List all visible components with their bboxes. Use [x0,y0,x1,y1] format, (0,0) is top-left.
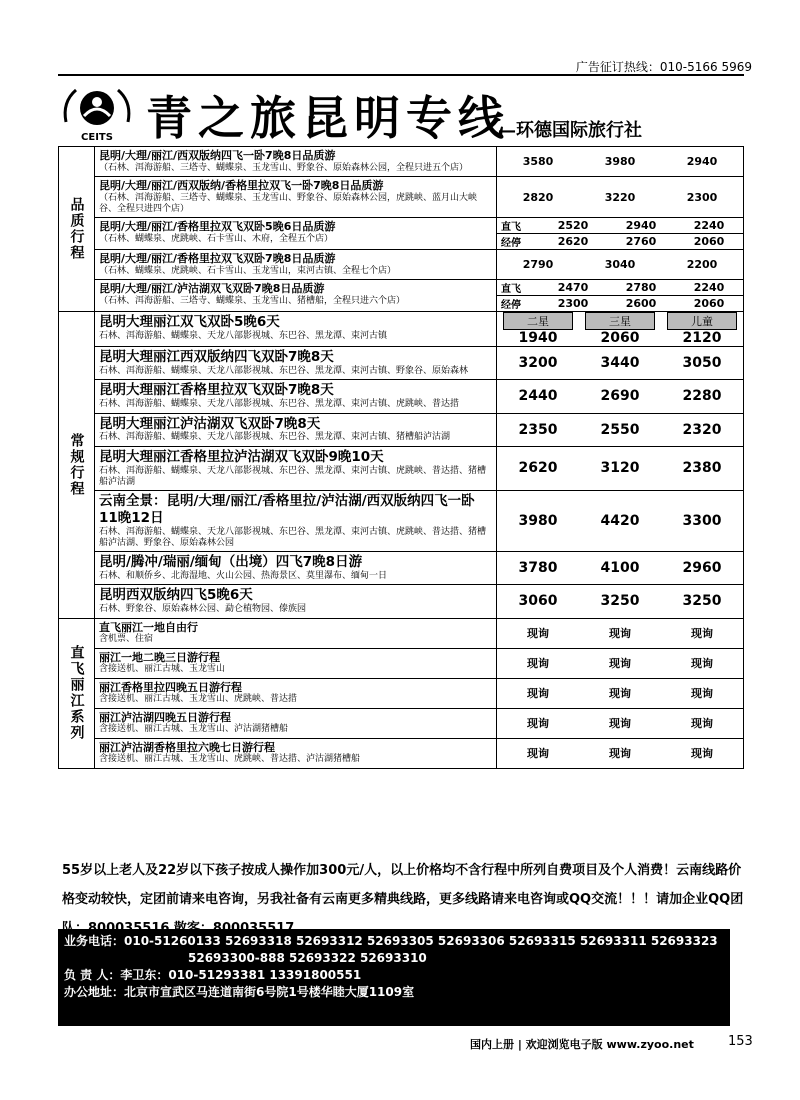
price-cell: 现询 [609,657,631,670]
route-name: 昆明大理丽江双飞双卧5晚6天 [99,314,280,331]
route-name: 昆明西双版纳四飞5晚6天 [99,587,253,604]
route-prices [497,585,743,617]
price-row [497,739,743,768]
price-cell: 现询 [691,627,713,640]
route-name: 昆明大理丽江泸沽湖双飞双卧7晚8天 [99,415,321,432]
route-description [95,414,497,446]
price-row [497,552,743,584]
price-cell: 3980 [604,155,636,168]
route-details: （石林、洱海游船、三塔寺、蝴蝶泉、玉龙雪山、野象谷、原始森林公园，虎跳峡、蓝月山大峡谷、全程只进四个店） [99,192,478,214]
route-name: 昆明大理丽江香格里拉泸沽湖双飞双卧9晚10天 [99,448,384,465]
route-name: 云南全景：昆明/大理/丽江/香格里拉/泸沽湖/西双版纳四飞一卧11晚12日 [99,493,475,526]
route-row [95,585,743,617]
price-cell: 2820 [522,190,554,204]
price-row [497,280,743,295]
price-cell: 2960 [682,560,722,577]
price-cell: 3250 [682,593,722,610]
route-details: 石林、洱海游船、蝴蝶泉、天龙八部影视城、东巴谷、黑龙潭、束河古镇、虎跳峡、普达措 [99,399,460,410]
price-cell: 2760 [625,235,657,249]
business-phone: 业务电话：010-51260133 52693318 52693312 52693305 52693306 52693315 52693311 52693323 [64,934,718,948]
route-row [95,679,743,709]
price-row [497,147,743,176]
column-header: 二星 [503,312,573,330]
price-cell: 4420 [600,513,640,530]
price-row [497,679,743,708]
route-row [95,649,743,679]
price-cell: 2120 [682,330,722,347]
route-row [95,619,743,649]
route-row [95,447,743,491]
route-description [95,280,497,311]
section-label-text: 直飞丽江系列 [68,645,85,741]
route-description [95,619,497,648]
section-body [95,619,743,768]
route-prices [497,447,743,490]
price-cell: 3050 [682,355,722,372]
price-cell: 3250 [600,593,640,610]
route-name: 丽江泸沽湖四晚五日游行程 [99,710,231,724]
route-row [95,280,743,311]
route-prices [497,739,743,768]
price-cell: 现询 [527,687,549,700]
route-row [95,380,743,413]
route-prices [497,679,743,708]
contact-box [58,929,730,1026]
column-header: 三星 [585,312,655,330]
page-subtitle: —环德国际旅行社 [498,120,642,141]
price-cell: 2350 [518,421,558,438]
route-prices [497,552,743,584]
route-description [95,312,497,346]
route-row [95,414,743,447]
price-row [497,295,743,311]
price-cell: 2380 [682,460,722,477]
route-name: 直飞丽江一地自由行 [99,620,198,634]
route-description [95,380,497,412]
price-cell: 现询 [527,747,549,760]
route-prices [497,414,743,446]
route-description [95,491,497,551]
route-prices [497,709,743,738]
price-row [497,380,743,412]
price-row [497,585,743,617]
route-name: 昆明/大理/丽江/西双版纳四飞一卧7晚8日品质游 [99,149,336,162]
route-description [95,709,497,738]
route-description [95,679,497,708]
flight-type: 经停 [501,300,521,312]
price-cell: 2440 [518,388,558,405]
price-cell: 2620 [557,235,589,249]
route-details: （石林、蝴蝶泉、虎跳峡、石卡雪山、木府，全程五个店） [99,234,334,244]
route-name: 昆明大理丽江香格里拉双飞双卧7晚8天 [99,382,334,399]
price-cell: 2940 [686,155,718,168]
route-details: 石林、洱海游船、蝴蝶泉、天龙八部影视城、东巴谷、黑龙潭、束河古镇、虎跳峡、普达措、猪槽船泸沽湖 [99,465,487,487]
price-cell: 2060 [600,330,640,347]
section-1 [59,312,743,618]
footer-text: 国内上册 | 欢迎浏览电子版 www.zyoo.net [470,1038,694,1051]
price-cell: 2060 [693,297,725,311]
route-details: 石林、野象谷、原始森林公园、勐仑植物园、傣族园 [99,604,307,615]
section-label-text: 品质行程 [68,197,85,262]
price-cell: 2520 [557,219,589,233]
route-price-table [58,146,744,769]
price-cell: 现询 [527,657,549,670]
route-row [95,739,743,768]
flight-type: 经停 [501,238,521,250]
price-cell: 2060 [693,235,725,249]
route-description [95,585,497,617]
logo-text: CEITS [81,132,113,143]
price-cell: 2550 [600,421,640,438]
route-description [95,447,497,490]
route-name: 昆明/大理/丽江/西双版纳/香格里拉双飞一卧7晚8日品质游 [99,179,384,192]
route-prices [497,218,743,249]
price-cell: 3580 [522,155,554,168]
price-cell: 现询 [609,687,631,700]
price-cell: 3220 [604,190,636,204]
price-cell: 2690 [600,388,640,405]
price-note: 55岁以上老人及22岁以下孩子按成人操作加300元/人，以上价格均不含行程中所列自费项目及个人消费！云南线路价格变动较快，定团前请来电咨询，另我社备有云南更多精典线路，更多线路请来电咨询或QQ交流！！！请加企业QQ团 [62,863,744,907]
price-cell: 3120 [600,460,640,477]
price-cell: 现询 [527,627,549,640]
route-name: 丽江一地二晚三日游行程 [99,650,220,664]
price-row [497,330,743,346]
price-cell: 2940 [625,219,657,233]
price-cell: 2790 [522,258,554,272]
header-cells [497,312,743,330]
price-cell: 4100 [600,560,640,577]
route-name: 昆明/大理/丽江/泸沽湖双飞双卧7晚8日品质游 [99,282,325,296]
price-cell: 2240 [693,281,725,295]
price-cell: 2780 [625,281,657,295]
page-title: 青之旅昆明专线 [146,91,510,145]
ceits-logo-icon [58,82,136,144]
price-row [497,709,743,738]
price-cell: 2320 [682,421,722,438]
section-2 [59,619,743,768]
section-label [59,312,95,617]
route-prices [497,177,743,217]
price-cell: 3040 [604,258,636,272]
route-description [95,250,497,279]
price-cell: 3440 [600,355,640,372]
flight-type: 直飞 [501,284,521,296]
price-cell: 3780 [518,560,558,577]
route-name: 昆明/大理/丽江/香格里拉双飞双卧7晚8日品质游 [99,252,336,266]
route-details: （石林、洱海游船、三塔寺、蝴蝶泉、玉龙雪山、猪槽船，全程只进六个店） [99,296,406,306]
route-prices [497,347,743,379]
price-cell: 3060 [518,593,558,610]
price-row [497,233,743,249]
price-cell: 2300 [686,190,718,204]
route-description [95,347,497,379]
route-name: 昆明大理丽江西双版纳四飞双卧7晚8天 [99,349,334,366]
route-row [95,709,743,739]
price-row [497,177,743,217]
price-cell: 现询 [691,657,713,670]
route-prices [497,330,743,346]
route-details: 含接送机、丽江古城、玉龙雪山、虎跳峡、普达措 [99,694,298,705]
route-name: 昆明/大理/丽江/香格里拉双飞双卧5晚6日品质游 [99,220,336,234]
route-description [95,649,497,678]
route-prices [497,491,743,551]
price-cell: 2470 [557,281,589,295]
price-cell: 现询 [609,747,631,760]
price-row [497,619,743,648]
price-cell: 现询 [691,747,713,760]
header-price-row [497,312,743,330]
route-details: 含接送机、丽江古城、玉龙雪山、泸沽湖猪槽船 [99,724,289,735]
price-cell: 3300 [682,513,722,530]
price-cell: 2600 [625,297,657,311]
route-details: 含接送机、丽江古城、玉龙雪山、虎跳峡、普达措、泸沽湖猪槽船 [99,754,361,765]
office-address: 办公地址：北京市宣武区马连道南街6号院1号楼华睦大厦1109室 [64,985,415,999]
route-prices [497,649,743,678]
route-row [95,177,743,218]
route-prices [497,147,743,176]
route-details: （石林、洱海游船、三塔寺、蝴蝶泉、玉龙雪山、野象谷、原始森林公园，全程只进五个店） [99,162,469,173]
price-row [497,491,743,551]
column-header: 儿童 [667,312,737,330]
section-body [95,147,743,311]
page-header [58,74,744,146]
price-row [497,414,743,446]
flight-type: 直飞 [501,222,521,234]
section-label [59,619,95,768]
price-cell: 2200 [686,258,718,272]
price-row [497,649,743,678]
section-label-text: 常规行程 [68,432,85,497]
ad-hotline: 广告征订热线：010-5166 5969 [575,60,752,74]
price-cell: 现询 [527,717,549,730]
route-details: 含机票、住宿 [99,634,154,645]
section-body [95,312,743,617]
route-description [95,177,497,217]
price-row [497,218,743,233]
price-cell: 现询 [691,687,713,700]
route-details: 石林、和顺侨乡、北海湿地、火山公园、热海景区、莫里瀑布、缅甸一日 [99,571,388,582]
route-description [95,218,497,249]
route-row [95,347,743,380]
route-name: 昆明/腾冲/瑞丽/缅甸（出境）四飞7晚8日游 [99,554,363,571]
route-prices [497,380,743,412]
route-row [95,218,743,250]
price-row [497,447,743,490]
price-cell: 现询 [609,717,631,730]
price-cell: 3200 [518,355,558,372]
price-cell: 1940 [518,330,558,347]
price-cell: 2240 [693,219,725,233]
route-prices [497,280,743,311]
price-row [497,250,743,279]
route-row [95,147,743,177]
price-cell: 现询 [691,717,713,730]
manager-contact: 负 责 人：李卫东：010-51293381 13391800551 [64,968,362,982]
route-row [95,250,743,280]
route-prices [497,619,743,648]
route-row [95,491,743,552]
page-number: 153 [728,1034,753,1049]
route-details: 石林、洱海游船、蝴蝶泉、天龙八部影视城、东巴谷、黑龙潭、束河古镇、虎跳峡、普达措、猪槽船泸沽湖、野象谷、原始森林公园 [99,526,487,548]
route-details: 石林、洱海游船、蝴蝶泉、天龙八部影视城、东巴谷、黑龙潭、束河古镇、野象谷、原始森林 [99,366,469,377]
price-row [497,347,743,379]
route-prices [497,250,743,279]
route-description [95,739,497,768]
route-name: 丽江泸沽湖香格里拉六晚七日游行程 [99,740,275,754]
route-name: 丽江香格里拉四晚五日游行程 [99,680,242,694]
price-cell: 2620 [518,460,558,477]
price-cell: 2300 [557,297,589,311]
route-description [95,552,497,584]
section-label [59,147,95,311]
route-details: 石林、洱海游船、蝴蝶泉、天龙八部影视城、东巴谷、黑龙潭、束河古镇 [99,331,388,342]
route-details: 含接送机、丽江古城、玉龙雪山 [99,664,226,675]
section-0 [59,147,743,312]
route-description [95,147,497,176]
route-row [95,552,743,585]
price-cell: 2280 [682,388,722,405]
price-cell: 现询 [609,627,631,640]
route-details: 石林、洱海游船、蝴蝶泉、天龙八部影视城、东巴谷、黑龙潭、束河古镇、猪槽船泸沽湖 [99,432,451,443]
price-cell: 3980 [518,513,558,530]
business-phone-more: 52693300-888 52693322 52693310 [188,951,427,965]
route-details: （石林、蝴蝶泉、虎跳峡、石卡雪山、玉龙雪山，束河古镇、全程七个店） [99,266,397,276]
